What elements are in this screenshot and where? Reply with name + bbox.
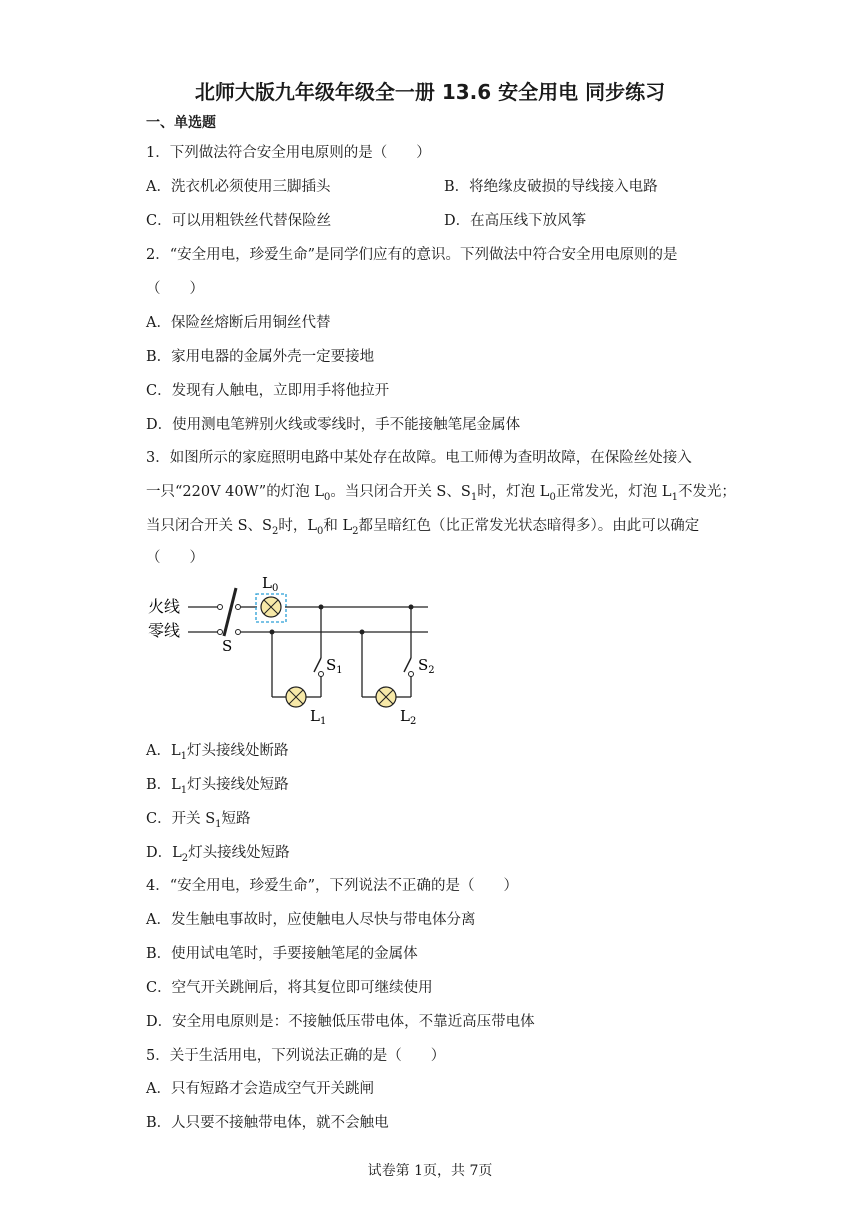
l0-label: $L_0$ (262, 576, 279, 594)
question-5-stem: 5．关于生活用电，下列说法正确的是（ ） (146, 1048, 446, 1064)
bulb-l2-icon (376, 687, 396, 707)
switch-s2 (404, 658, 411, 672)
question-3-stem-line-2: 一只“220V 40W”的灯泡 $L_0$。当只闭合开关 S、$S_1$时，灯泡 $L_0$正常发光，灯泡 $L_1$不发光； (146, 484, 736, 503)
question-3-option-d: D．$L_2$灯头接线处短路 (146, 845, 290, 864)
question-5-option-a: A．只有短路才会造成空气开关跳闸 (146, 1081, 374, 1097)
question-4-option-c: C．空气开关跳闸后，将其复位即可继续使用 (146, 980, 433, 996)
question-4-option-a: A．发生触电事故时，应使触电人尽快与带电体分离 (146, 912, 476, 928)
main-switch-s (224, 588, 236, 636)
question-1-option-b: B．将绝缘皮破损的导线接入电路 (444, 179, 658, 195)
question-2-option-a: A．保险丝熔断后用铜丝代替 (146, 315, 331, 331)
question-1-stem: 1．下列做法符合安全用电原则的是（ ） (146, 145, 431, 161)
s1-label: $S_1$ (326, 656, 343, 676)
bulb-l0-icon (261, 597, 281, 617)
l2-label: $L_2$ (400, 707, 417, 726)
bulb-l1-icon (286, 687, 306, 707)
page-title: 北师大版九年级年级全一册 13.6 安全用电 同步练习 (194, 80, 666, 104)
question-3-option-a: A．$L_1$灯头接线处断路 (146, 743, 289, 762)
switch-s-label: S (222, 637, 233, 655)
question-2-option-c: C．发现有人触电，立即用手将他拉开 (146, 383, 390, 399)
switch-s1 (314, 658, 321, 672)
l1-label: $L_1$ (310, 707, 327, 726)
page-footer: 试卷第 1页，共 7页 (367, 1163, 493, 1179)
question-3-stem-line-1: 3．如图所示的家庭照明电路中某处存在故障。电工师傅为查明故障，在保险丝处接入 (146, 450, 692, 466)
question-5-option-b: B．人只要不接触带电体，就不会触电 (146, 1115, 389, 1131)
neutral-wire-label: 零线 (148, 621, 181, 640)
question-1-option-d: D．在高压线下放风筝 (444, 213, 587, 229)
question-3-option-b: B．$L_1$灯头接线处短路 (146, 777, 289, 796)
question-3-stem-line-4: （ ） (146, 550, 204, 566)
question-2-option-b: B．家用电器的金属外壳一定要接地 (146, 349, 375, 365)
question-2-stem: 2．“安全用电，珍爱生命”是同学们应有的意识。下列做法中符合安全用电原则的是 (146, 247, 678, 263)
question-4-stem: 4．“安全用电，珍爱生命”，下列说法不正确的是（ ） (146, 878, 519, 894)
question-3-option-c: C．开关 $S_1$短路 (146, 811, 251, 830)
question-2-option-d: D．使用测电笔辨别火线或零线时，手不能接触笔尾金属体 (146, 417, 521, 433)
question-4-option-b: B．使用试电笔时，手要接触笔尾的金属体 (146, 946, 418, 962)
question-3-stem-line-3: 当只闭合开关 S、$S_2$时，$L_0$和 $L_2$都呈暗红色（比正常发光状态暗得多）。由此可以确定 (146, 518, 700, 537)
question-4-option-d: D．安全用电原则是：不接触低压带电体，不靠近高压带电体 (146, 1014, 535, 1030)
question-2-stem-cont: （ ） (146, 281, 204, 297)
live-wire-label: 火线 (148, 597, 181, 616)
section-heading: 一、单选题 (146, 115, 216, 131)
question-1-option-a: A．洗衣机必须使用三脚插头 (146, 179, 331, 195)
question-1-option-c: C．可以用粗铁丝代替保险丝 (146, 213, 332, 229)
s2-label: $S_2$ (418, 656, 435, 676)
circuit-diagram (144, 576, 444, 726)
